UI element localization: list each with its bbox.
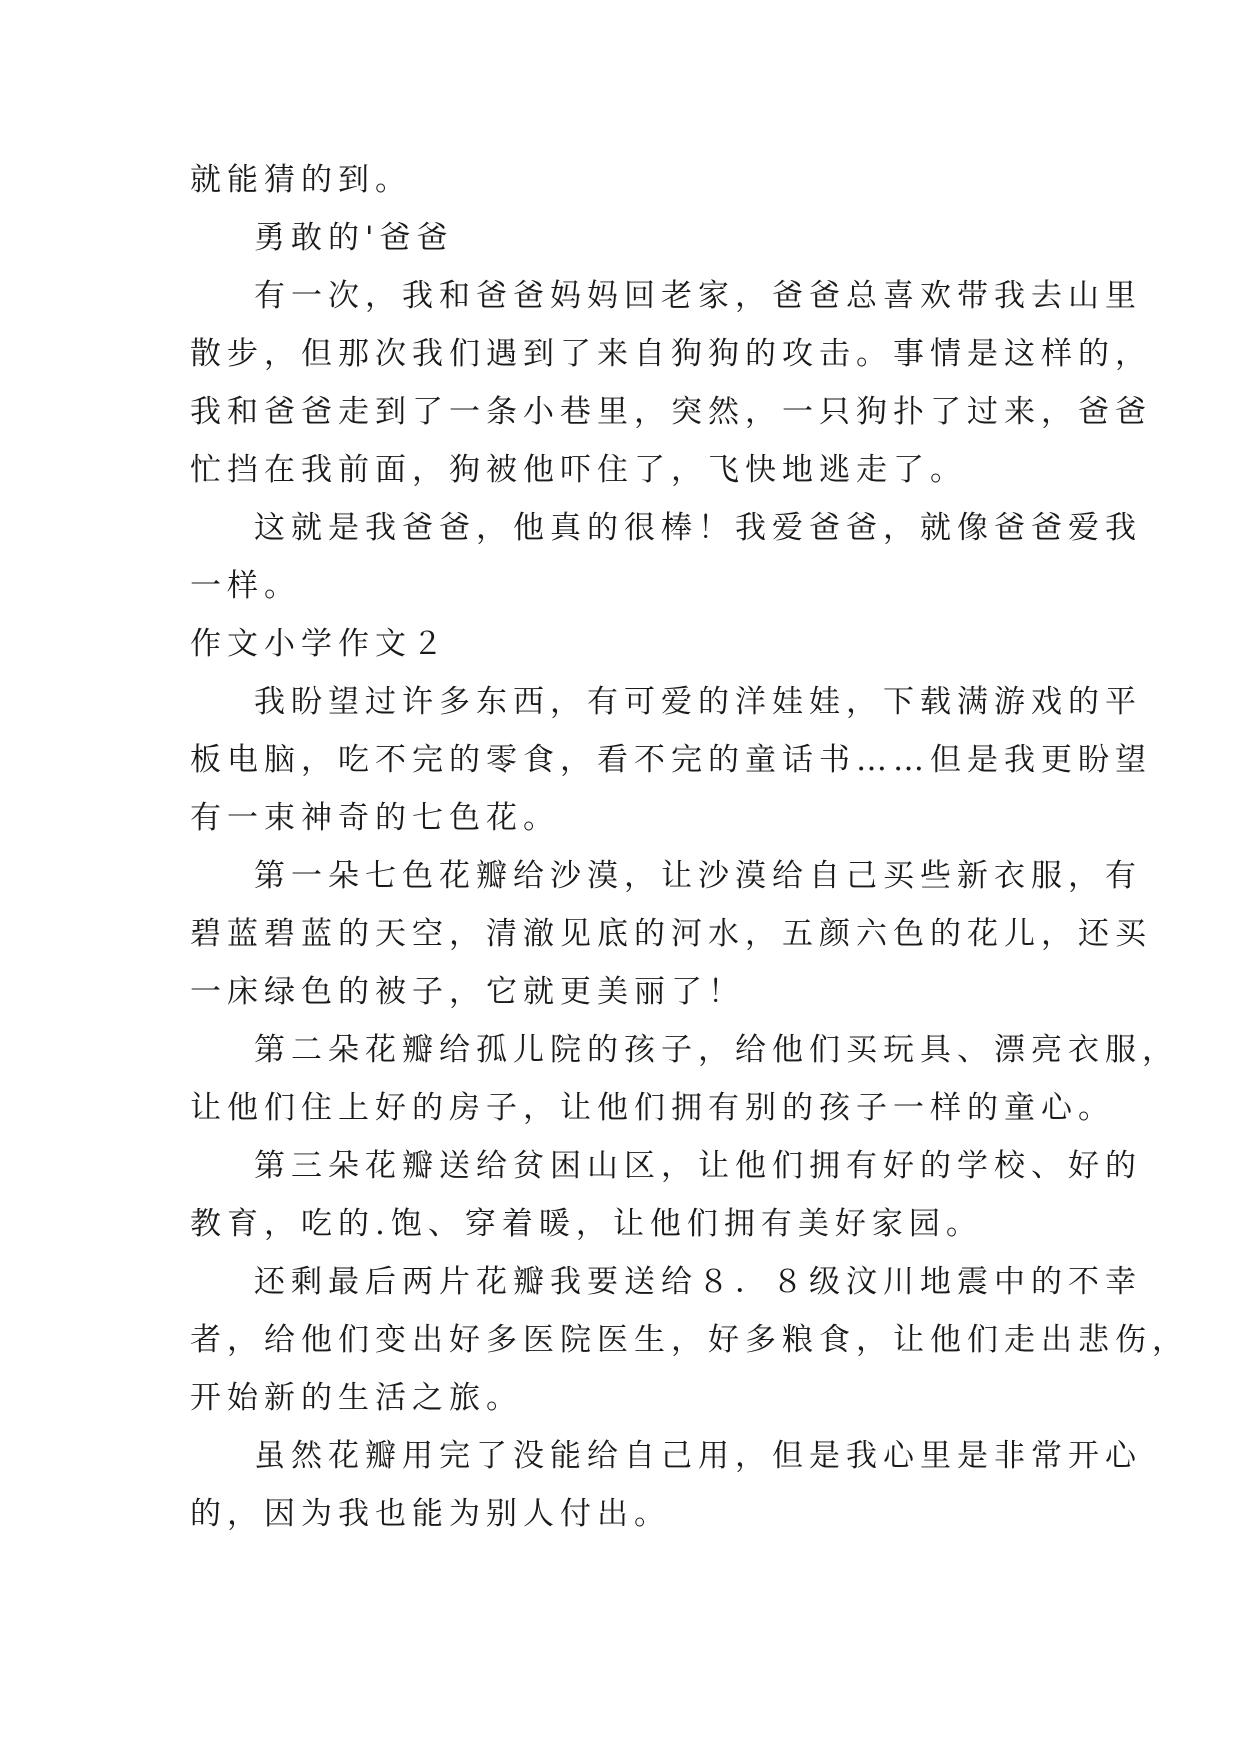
text-line: 散步，但那次我们遇到了来自狗狗的攻击。事情是这样的， [190,336,1152,372]
text-line: 虽然花瓣用完了没能给自己用，但是我心里是非常开心 [254,1438,1142,1474]
text-line: 第三朵花瓣送给贫困山区，让他们拥有好的学校、好的 [254,1148,1142,1184]
text-line: 教育，吃的.饱、穿着暖，让他们拥有美好家园。 [190,1206,983,1242]
text-line: 者，给他们变出好多医院医生，好多粮食，让他们走出悲伤， [190,1322,1189,1358]
text-line: 有一次，我和爸爸妈妈回老家，爸爸总喜欢带我去山里 [254,278,1142,314]
text-line: 就能猜的到。 [190,162,412,198]
essay-heading: 作文小学作文２ [190,626,449,662]
text-line: 我和爸爸走到了一条小巷里，突然，一只狗扑了过来，爸爸 [190,394,1152,430]
text-line: 让他们住上好的房子，让他们拥有别的孩子一样的童心。 [190,1090,1115,1126]
text-line: 开始新的生活之旅。 [190,1380,523,1416]
text-line: 有一束神奇的七色花。 [190,800,560,836]
text-line: 还剩最后两片花瓣我要送给８．８级汶川地震中的不幸 [254,1264,1142,1300]
section-title: 勇敢的'爸爸 [254,220,454,256]
text-line: 忙挡在我前面，狗被他吓住了，飞快地逃走了。 [190,452,967,488]
text-line: 第一朵七色花瓣给沙漠，让沙漠给自己买些新衣服，有 [254,858,1142,894]
text-line: 的，因为我也能为别人付出。 [190,1496,671,1532]
text-line: 我盼望过许多东西，有可爱的洋娃娃，下载满游戏的平 [254,684,1142,720]
text-line: 一样。 [190,568,301,604]
text-line: 一床绿色的被子，它就更美丽了！ [190,974,745,1010]
text-line: 这就是我爸爸，他真的很棒！我爱爸爸，就像爸爸爱我 [254,510,1142,546]
text-line: 板电脑，吃不完的零食，看不完的童话书……但是我更盼望 [190,742,1152,778]
text-line: 第二朵花瓣给孤儿院的孩子，给他们买玩具、漂亮衣服， [254,1032,1179,1068]
text-line: 碧蓝碧蓝的天空，清澈见底的河水，五颜六色的花儿，还买 [190,916,1152,952]
